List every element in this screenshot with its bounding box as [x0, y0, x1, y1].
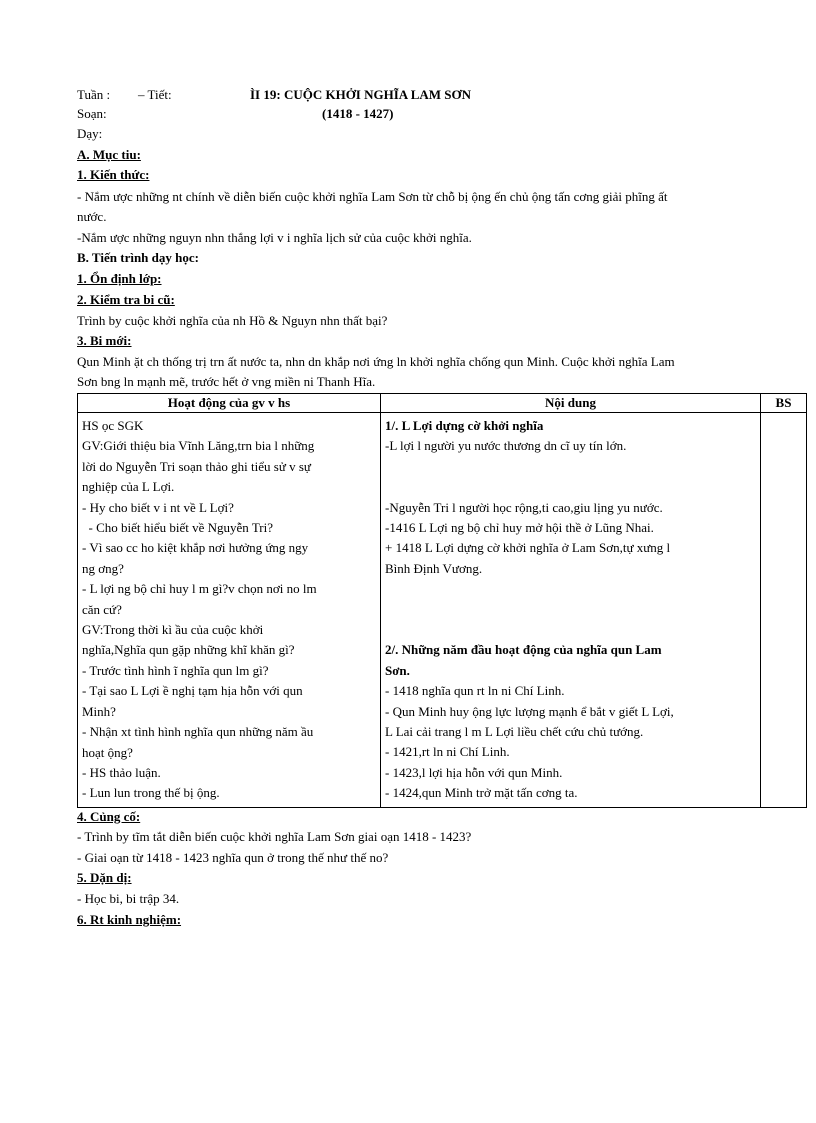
spacer: [385, 600, 756, 620]
activity-line: căn cứ?: [82, 601, 122, 617]
content-line: - 1418 nghĩa qun rt ln ni Chí Linh.: [385, 683, 565, 699]
experience-title: 6. Rt kinh nghiệm:: [77, 912, 182, 927]
homework-title: 5. Dặn dị:: [77, 870, 132, 885]
activity-line: - HS thảo luận.: [82, 764, 161, 780]
activity-line: nghĩa,Nghĩa qun gặp những khĩ khăn gì?: [82, 642, 295, 658]
header-activities: Hoạt động của gv v hs: [78, 394, 381, 413]
activity-line: - Nhận xt tình hình nghĩa qun những năm ầu: [82, 724, 314, 740]
homework-line: - Học bi, bi trập 34.: [77, 891, 180, 906]
consolidation-line-1: - Trình by tĩm tắt diễn biến cuộc khởi nghĩa Lam Sơn giai oạn 1418 - 1423?: [77, 829, 472, 844]
spacer: [385, 620, 756, 640]
content-section-2-title-cont: Sơn.: [385, 662, 410, 678]
class-order-title: 1. Ổn định lớp:: [77, 271, 162, 286]
activity-line: - Lun lun trong thế bị ộng.: [82, 785, 220, 801]
prepared-label: Soạn:: [77, 106, 107, 121]
activity-line: - Trước tình hình ĩ nghĩa qun lm gì?: [82, 662, 269, 678]
period-label: – Tiết:: [138, 87, 172, 102]
spacer: [385, 579, 756, 599]
activity-line: GV:Trong thời kì ầu của cuộc khởi: [82, 622, 264, 638]
content-line: -Nguyễn Tri l người học rộng,ti cao,giu lịng yu nước.: [385, 499, 663, 515]
knowledge-line-1b: nước.: [77, 209, 107, 224]
spacer: [385, 457, 756, 477]
content-line: -L lợi l người yu nước thương dn cĩ uy tín lớn.: [385, 438, 627, 454]
lesson-activity-table: [77, 393, 807, 808]
activities-cell: [78, 413, 381, 808]
content-section-2-title: 2/. Những năm đầu hoạt động của nghĩa qun Lam: [385, 642, 662, 658]
knowledge-line-1: - Nắm ược những nt chính về diễn biến cuộc khởi nghĩa Lam Sơn từ chỗ bị ộng ến chủ ộng tấn cơng giải phĩng ất: [77, 189, 668, 204]
activity-line: nghiệp của L Lợi.: [82, 479, 175, 495]
content-line: - 1421,rt ln ni Chí Linh.: [385, 744, 510, 760]
content-line: - 1424,qun Minh trở mặt tấn cơng ta.: [385, 785, 578, 801]
activity-line: HS ọc SGK: [82, 418, 144, 433]
content-cell: [381, 413, 761, 808]
content-line: -1416 L Lợi ng bộ chỉ huy mở hội thề ở Lũng Nhai.: [385, 520, 654, 535]
activity-line: GV:Giới thiệu bia Vĩnh Lăng,trn bia l những: [82, 438, 315, 454]
new-lesson-title: 3. Bi mới:: [77, 333, 132, 348]
new-lesson-intro-1: Qun Minh ặt ch thống trị trn ất nước ta, nhn dn khắp nơi ứng ln khởi nghĩa chống qun Minh. Cuộc khởi nghĩa Lam: [77, 354, 675, 369]
table-header-row: [78, 394, 807, 413]
activity-line: - Tại sao L Lợi ề nghị tạm hịa hỗn với qun: [82, 683, 303, 699]
activity-line: lời do Nguyễn Tri soạn thảo ghi tiểu sử v sự: [82, 458, 311, 474]
content-line: - Qun Minh huy ộng lực lượng mạnh ể bắt v giết L Lợi,: [385, 703, 674, 719]
header-content: Nội dung: [381, 394, 761, 413]
consolidation-title: 4. Củng cố:: [77, 809, 141, 824]
activity-line: hoạt ộng?: [82, 744, 133, 760]
week-label: Tuần :: [77, 87, 111, 102]
activity-line: - Hy cho biết v i nt về L Lợi?: [82, 499, 234, 515]
bs-cell: [761, 413, 807, 808]
lesson-title: ÌI 19: CUỘC KHỞI NGHĨA LAM SƠN: [250, 87, 472, 102]
activity-line: ng ơng?: [82, 560, 124, 576]
content-line: Bình Định Vương.: [385, 560, 483, 576]
lesson-years: (1418 - 1427): [322, 106, 394, 121]
activity-line: - Vì sao cc ho kiệt khắp nơi hưởng ứng ngy: [82, 540, 309, 556]
section-b-title: B. Tiến trình dạy học:: [77, 250, 199, 265]
new-lesson-intro-2: Sơn bng ln mạnh mẽ, trước hết ở vng miền ni Thanh Hĩa.: [77, 374, 376, 389]
content-section-1-title: 1/. L Lợi dựng cờ khởi nghĩa: [385, 418, 544, 433]
content-line: + 1418 L Lợi dựng cờ khởi nghĩa ở Lam Sơn,tự xưng l: [385, 540, 671, 556]
consolidation-line-2: - Giai oạn từ 1418 - 1423 nghĩa qun ở trong thế như thế no?: [77, 850, 389, 865]
table-body-row: [78, 413, 807, 808]
activity-line: - L lợi ng bộ chỉ huy l m gì?v chọn nơi no lm: [82, 581, 317, 597]
content-line: - 1423,l lợi hịa hỗn với qun Minh.: [385, 764, 563, 780]
content-line: L Lai cải trang l m L Lợi liều chết cứu chủ tướng.: [385, 724, 644, 740]
header-bs: BS: [761, 394, 807, 413]
activity-line: - Cho biết hiểu biết về Nguyễn Tri?: [82, 520, 274, 536]
spacer: [385, 477, 756, 497]
activity-line: Minh?: [82, 703, 116, 719]
taught-label: Dạy:: [77, 126, 103, 141]
section-a-title: A. Mục tiu:: [77, 147, 141, 162]
old-lesson-check-title: 2. Kiểm tra bi cũ:: [77, 292, 175, 307]
knowledge-title: 1. Kiến thức:: [77, 167, 150, 182]
knowledge-line-2: -Nắm ược những nguyn nhn thắng lợi v i nghĩa lịch sử của cuộc khởi nghĩa.: [77, 230, 472, 245]
old-lesson-question: Trình by cuộc khởi nghĩa của nh Hồ & Nguyn nhn thất bại?: [77, 313, 388, 328]
